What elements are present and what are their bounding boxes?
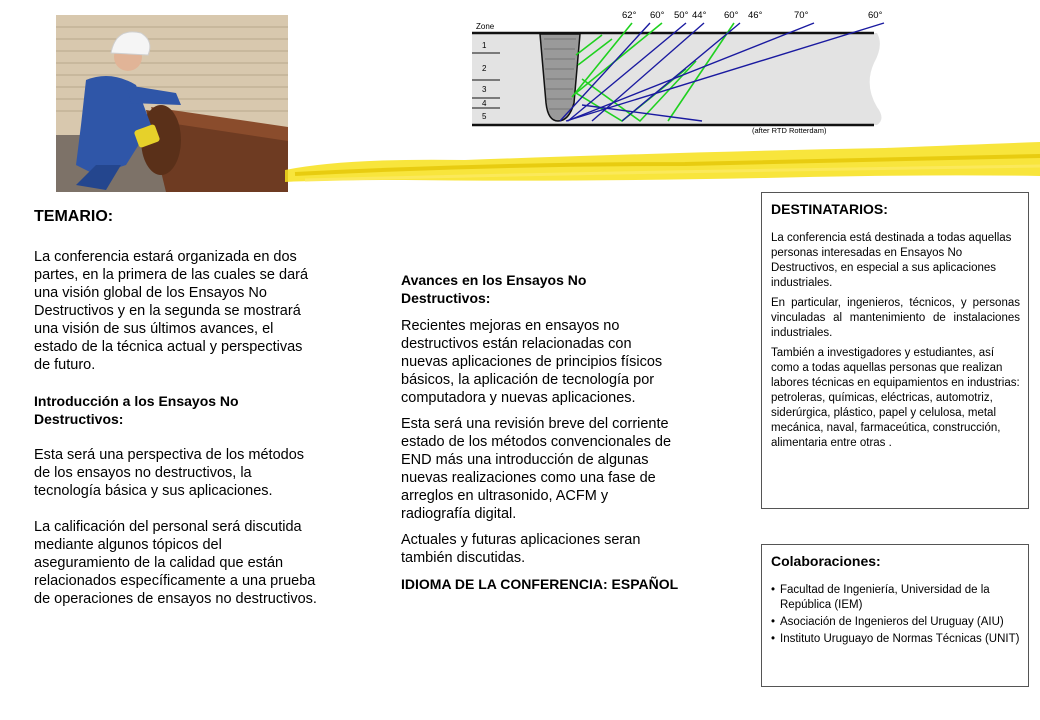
aplicaciones-paragraph: Actuales y futuras aplicaciones seran también discutidas. — [401, 532, 641, 566]
colaboraciones-box — [761, 544, 1029, 687]
zone-number: 2 — [482, 64, 487, 73]
zone-number: 4 — [482, 99, 487, 108]
destinatarios-paragraph: También a investigadores y estudiantes, así como a todas aquellas personas que realizan labores técnicas en equipamientos en industrias: petroleras, químicas, eléctricas, automotriz, siderúrgica, plástico, papel y celulosa, metal mecánica, naval, farmaceútica, construcción, alimentaria entre otras . — [771, 347, 1020, 449]
calificacion-paragraph: La calificación del personal será discutida mediante algunos tópicos del aseguramiento de la calidad que están relacionados específicamente a una prueba de operaciones de ensayos no destructivos. — [34, 519, 317, 607]
colaboraciones-list — [771, 583, 1020, 647]
zone-number: 3 — [482, 85, 487, 94]
zone-label: Zone — [476, 22, 495, 31]
angle-label: 50° — [674, 10, 689, 21]
angle-label: 62° — [622, 10, 637, 21]
list-item: • Asociación de Ingenieros del Uruguay (AIU) — [771, 615, 1020, 630]
idioma-heading: IDIOMA DE LA CONFERENCIA: ESPAÑOL — [401, 576, 679, 592]
technician-illustration — [56, 15, 288, 192]
zone-number: 1 — [482, 41, 487, 50]
list-item: • Facultad de Ingeniería, Universidad de la República (IEM) — [771, 583, 1020, 613]
destinatarios-paragraph: En particular, ingenieros, técnicos, y personas vinculadas al mantenimiento de instalaciones industriales. — [771, 297, 1020, 339]
destinatarios-paragraph: La conferencia está destinada a todas aquellas personas interesadas en Ensayos No Destructivos, en especial a sus aplicaciones industriales. — [771, 232, 1012, 289]
temario-title: TEMARIO: — [34, 208, 114, 225]
angle-label: 60° — [650, 10, 665, 21]
yellow-brush-stroke — [285, 130, 1040, 192]
angle-label: 60° — [868, 10, 883, 21]
angle-label: 46° — [748, 10, 763, 21]
avances-heading: Avances en los Ensayos No Destructivos: — [401, 272, 587, 306]
destinatarios-box — [761, 192, 1029, 509]
list-item: • Instituto Uruguayo de Normas Técnicas (UNIT) — [771, 632, 1020, 647]
angle-label: 70° — [794, 10, 809, 21]
intro-heading: Introducción a los Ensayos No Destructivos: — [34, 393, 239, 427]
angle-label: 60° — [724, 10, 739, 21]
avances-section — [401, 271, 679, 603]
technician-photo — [56, 15, 288, 192]
diagram-credit: (after RTD Rotterdam) — [752, 126, 827, 135]
revision-paragraph: Esta será una revisión breve del corriente estado de los métodos convencionales de END más una introducción de algunas nuevas realizaciones como una fase de arreglos en ultrasonido, ACFM y radiografía digital. — [401, 416, 672, 522]
temario-section — [34, 208, 319, 626]
angle-label: 44° — [692, 10, 707, 21]
intro-paragraph: Esta será una perspectiva de los métodos de los ensayos no destructivos, la tecnología básica y sus aplicaciones. — [34, 447, 305, 499]
zone-number: 5 — [482, 112, 487, 121]
destinatarios-title: DESTINATARIOS: — [771, 201, 888, 217]
avances-paragraph: Recientes mejoras en ensayos no destructivos están relacionadas con nuevas aplicaciones de principios físicos básicos, la aplicación de tecnología por computadora y nuevas aplicaciones. — [401, 318, 663, 406]
ultrasonic-zone-diagram — [472, 5, 890, 138]
temario-intro: La conferencia estará organizada en dos partes, en la primera de las cuales se dará una visión global de los Ensayos No Destructivos y en la segunda se mostrará una visión de sus últimos avances, el estado de la técnica actual y perspectivas de futuro. — [34, 249, 309, 373]
colaboraciones-title: Colaboraciones: — [771, 553, 881, 569]
